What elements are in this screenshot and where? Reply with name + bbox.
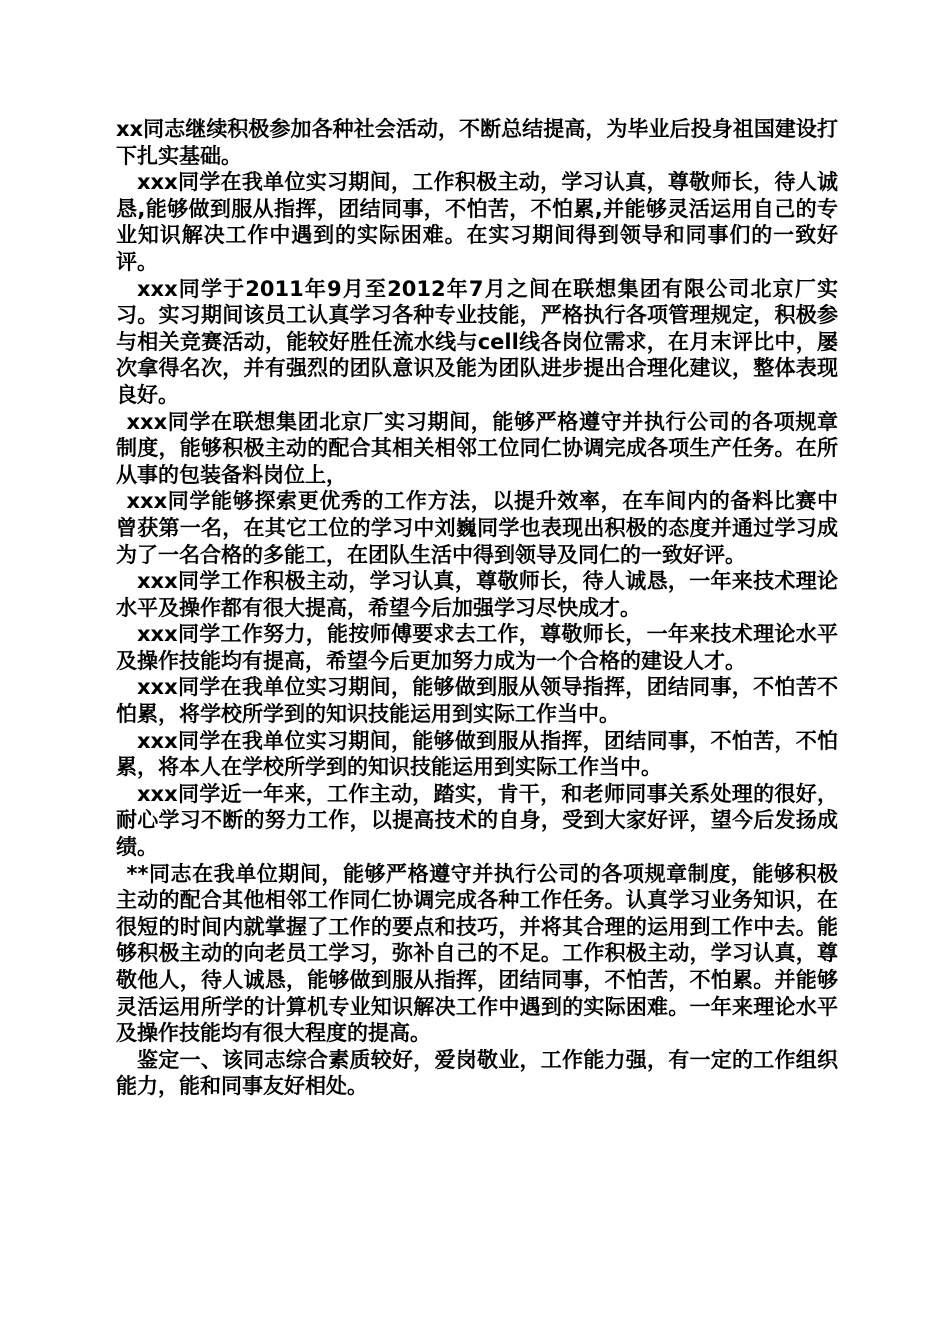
paragraph: xxx同学近一年来，工作主动，踏实，肯干，和老师同事关系处理的很好，耐心学习不断的努力工作，以提高技术的自身，受到大家好评，望今后发扬成绩。 xyxy=(116,781,838,860)
paragraph: 鉴定一、该同志综合素质较好，爱岗敬业，工作能力强，有一定的工作组织能力，能和同事友好相处。 xyxy=(116,1047,838,1099)
document-body xyxy=(116,116,838,1100)
paragraph: xxx同学在我单位实习期间，能够做到服从领导指挥，团结同事，不怕苦不怕累，将学校所学到的知识技能运用到实际工作当中。 xyxy=(116,675,838,727)
paragraph: xxx同学工作积极主动，学习认真，尊敬师长，待人诚恳，一年来技术理论水平及操作都有很大提高，希望今后加强学习尽快成才。 xyxy=(116,569,838,620)
paragraph: **同志在我单位期间，能够严格遵守并执行公司的各项规章制度，能够积极主动的配合其他相邻工作同仁协调完成各种工作任务。认真学习业务知识，在很短的时间内就掌握了工作的要点和技巧，并将其合理的运用到工作中去。能够积极主动的向老员工学习，弥补自己的不足。工作积极主动，学习认真，尊敬他人，待人诚恳，能够做到服从指挥，团结同事，不怕苦，不怕累。并能够灵活运用所学的计算机专业知识解决工作中遇到的实际困难。一年来理论水平及操作技能均有很大程度的提高。 xyxy=(116,861,838,1046)
paragraph: xxx同学在我单位实习期间，能够做到服从指挥，团结同事，不怕苦，不怕累，将本人在学校所学到的知识技能运用到实际工作当中。 xyxy=(116,728,838,780)
paragraph: xxx同学在联想集团北京厂实习期间，能够严格遵守并执行公司的各项规章制度，能够积极主动的配合其相关相邻工位同仁协调完成各项生产任务。在所从事的包装备料岗位上， xyxy=(116,409,838,487)
paragraph: xxx同学在我单位实习期间，工作积极主动，学习认真，尊敬师长，待人诚恳,能够做到服从指挥，团结同事，不怕苦，不怕累,并能够灵活运用自己的专业知识解决工作中遇到的实际困难。在实习期间得到领导和同事们的一致好评。 xyxy=(116,170,838,274)
paragraph: xx同志继续积极参加各种社会活动，不断总结提高，为毕业后投身祖国建设打下扎实基础。 xyxy=(116,117,838,168)
paragraph: xxx同学工作努力，能按师傅要求去工作，尊敬师长，一年来技术理论水平及操作技能均有提高，希望今后更加努力成为一个合格的建设人才。 xyxy=(116,622,838,673)
paragraph: xxx同学于2011年9月至2012年7月之间在联想集团有限公司北京厂实习。实习期间该员工认真学习各种专业技能，严格执行各项管理规定，积极参与相关竞赛活动，能较好胜任流水线与cell线各岗位需求，在月末评比中，屡次拿得名次，并有强烈的团队意识及能为团队进步提出合理化建议，整体表现良好。 xyxy=(116,276,838,407)
paragraph: xxx同学能够探索更优秀的工作方法，以提升效率，在车间内的备料比赛中曾获第一名，在其它工位的学习中刘巍同学也表现出积极的态度并通过学习成为了一名合格的多能工，在团队生活中得到领导及同仁的一致好评。 xyxy=(116,489,838,567)
